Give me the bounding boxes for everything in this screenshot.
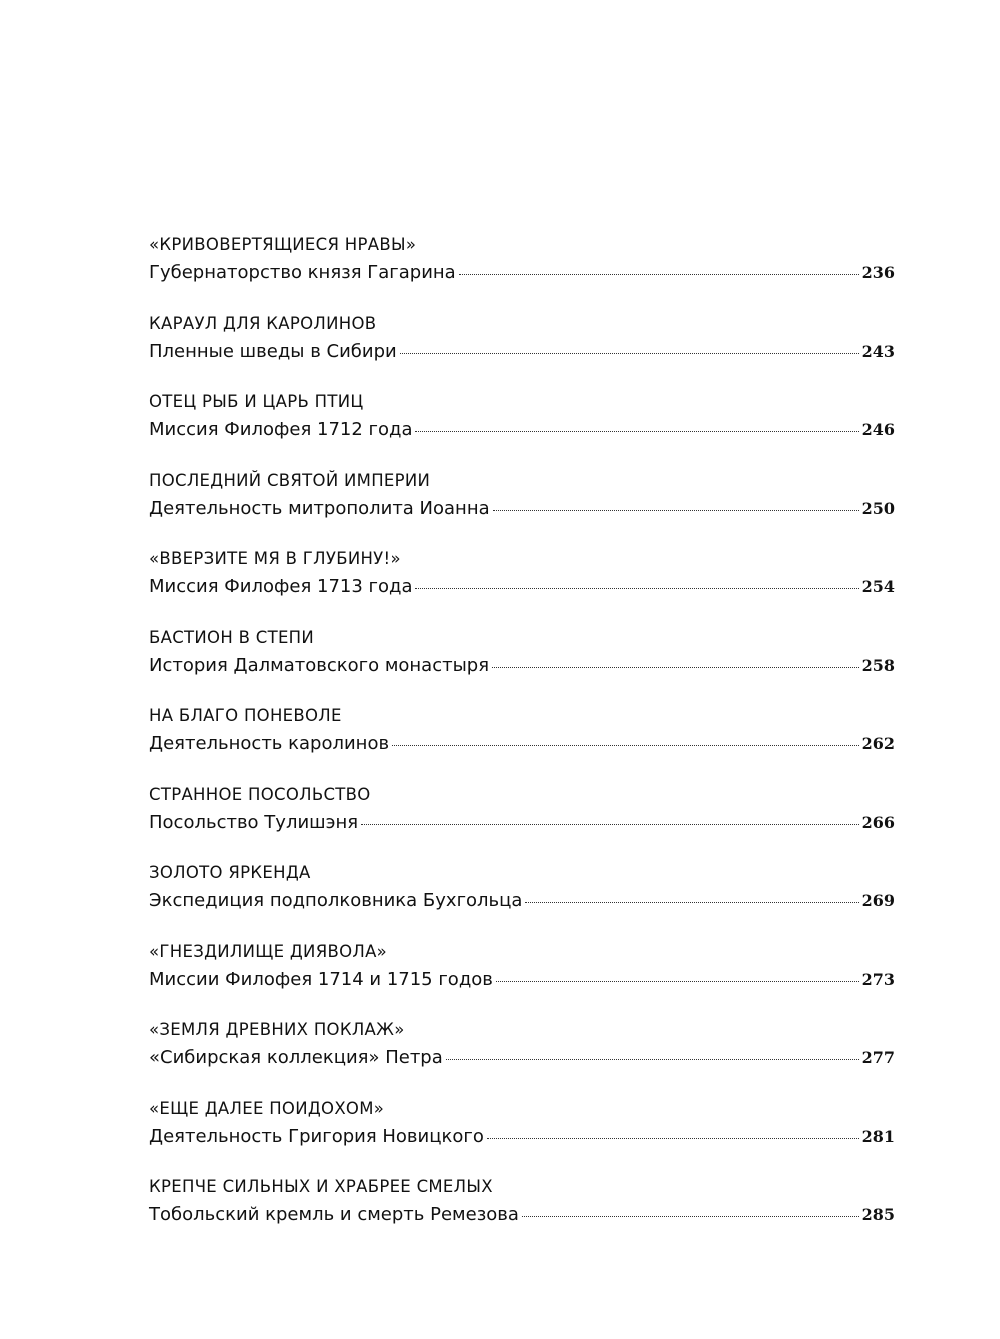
toc-entry-line [149,494,895,524]
toc-entry-page-number: 266 [861,812,895,832]
toc-entry-page-number: 246 [861,420,895,439]
toc-entry-page-number: 277 [861,1048,895,1067]
toc-entry-subtitle: Тобольский кремль и смерть Ремезова [149,1204,519,1225]
toc-entry-line [149,1043,895,1073]
toc-entry-subtitle: Миссия Филофея 1712 года [149,419,413,440]
toc-entry-subtitle: История Далматовского монастыря [149,654,490,676]
toc-entry[interactable] [149,546,895,625]
toc-entry-heading: ЗОЛОТО ЯРКЕНДА [149,863,311,882]
toc-entry-page-number: 243 [861,341,895,361]
toc-entry-line [149,415,895,445]
toc-entry-heading: «ГНЕЗДИЛИЩЕ ДИЯВОЛА» [149,941,388,961]
toc-entry-page-number: 254 [861,577,895,596]
toc-entry[interactable] [149,939,895,1018]
toc-entry[interactable] [149,1174,895,1253]
toc-entry-subtitle: Экспедиция подполковника Бухгольца [149,890,523,911]
toc-entry[interactable] [149,860,895,939]
toc-entry-heading: БАСТИОН В СТЕПИ [149,627,315,647]
toc-entry-subtitle: Миссия Филофея 1713 года [149,576,413,597]
toc-entry-heading: ПОСЛЕДНИЙ СВЯТОЙ ИМПЕРИИ [149,470,431,490]
toc-entry-heading: «ЗЕМЛЯ ДРЕВНИХ ПОКЛАЖ» [149,1020,405,1039]
toc-entry-line [149,808,895,838]
toc-entry-subtitle: «Сибирская коллекция» Петра [149,1047,443,1068]
dot-leader [392,745,859,746]
dot-leader [487,1138,859,1139]
toc-entry[interactable] [149,232,895,311]
toc-entry-page-number: 258 [861,655,895,675]
toc-entry[interactable] [149,625,895,704]
dot-leader [400,353,859,354]
toc-entry-line [149,337,895,367]
toc-entry-subtitle: Деятельность митрополита Иоанна [149,497,490,519]
toc-entry-subtitle: Пленные шведы в Сибири [149,340,397,362]
toc-entry-line [149,1200,895,1230]
toc-entry-heading: «КРИВОВЕРТЯЩИЕСЯ НРАВЫ» [149,235,417,254]
toc-entry[interactable] [149,311,895,390]
toc-entry-page-number: 262 [861,734,895,753]
dot-leader [522,1216,859,1217]
toc-entry-page-number: 281 [861,1126,895,1146]
toc-entry-line [149,965,895,995]
toc-entry-page-number: 269 [861,891,895,910]
toc-entry-heading: КАРАУЛ ДЛЯ КАРОЛИНОВ [149,313,377,333]
toc-entry-page-number: 273 [861,969,895,989]
toc-entry-line [149,651,895,681]
dot-leader [361,824,859,825]
toc-entry[interactable] [149,468,895,547]
toc-entry-subtitle: Деятельность Григория Новицкого [149,1125,484,1147]
toc-entry-line [149,886,895,916]
toc-entry-heading: «ЕЩЕ ДАЛЕЕ ПОИДОХОМ» [149,1098,385,1118]
toc-entry-page-number: 250 [861,498,895,518]
table-of-contents [149,232,895,1253]
dot-leader [415,431,858,432]
toc-entry-line [149,1122,895,1152]
dot-leader [525,902,858,903]
dot-leader [496,981,859,982]
dot-leader [459,274,859,275]
toc-entry-heading: СТРАННОЕ ПОСОЛЬСТВО [149,784,371,804]
toc-entry-line [149,258,895,288]
dot-leader [415,588,858,589]
toc-entry-subtitle: Посольство Тулишэня [149,811,359,833]
toc-entry-subtitle: Миссии Филофея 1714 и 1715 годов [149,968,493,990]
toc-entry[interactable] [149,389,895,468]
toc-entry-subtitle: Деятельность каролинов [149,733,390,754]
toc-entry-heading: ОТЕЦ РЫБ И ЦАРЬ ПТИЦ [149,392,364,411]
toc-entry-line [149,572,895,602]
toc-entry[interactable] [149,1017,895,1096]
toc-entry-subtitle: Губернаторство князя Гагарина [149,262,456,283]
dot-leader [493,510,859,511]
toc-entry[interactable] [149,703,895,782]
toc-entry-heading: НА БЛАГО ПОНЕВОЛЕ [149,706,342,725]
toc-entry-page-number: 285 [861,1205,895,1224]
dot-leader [446,1059,859,1060]
toc-entry-heading: КРЕПЧЕ СИЛЬНЫХ И ХРАБРЕЕ СМЕЛЫХ [149,1177,493,1196]
dot-leader [492,667,859,668]
toc-entry[interactable] [149,1096,895,1175]
toc-entry[interactable] [149,782,895,861]
toc-entry-heading: «ВВЕРЗИТЕ МЯ В ГЛУБИНУ!» [149,549,401,568]
toc-entry-line [149,729,895,759]
toc-entry-page-number: 236 [861,263,895,282]
